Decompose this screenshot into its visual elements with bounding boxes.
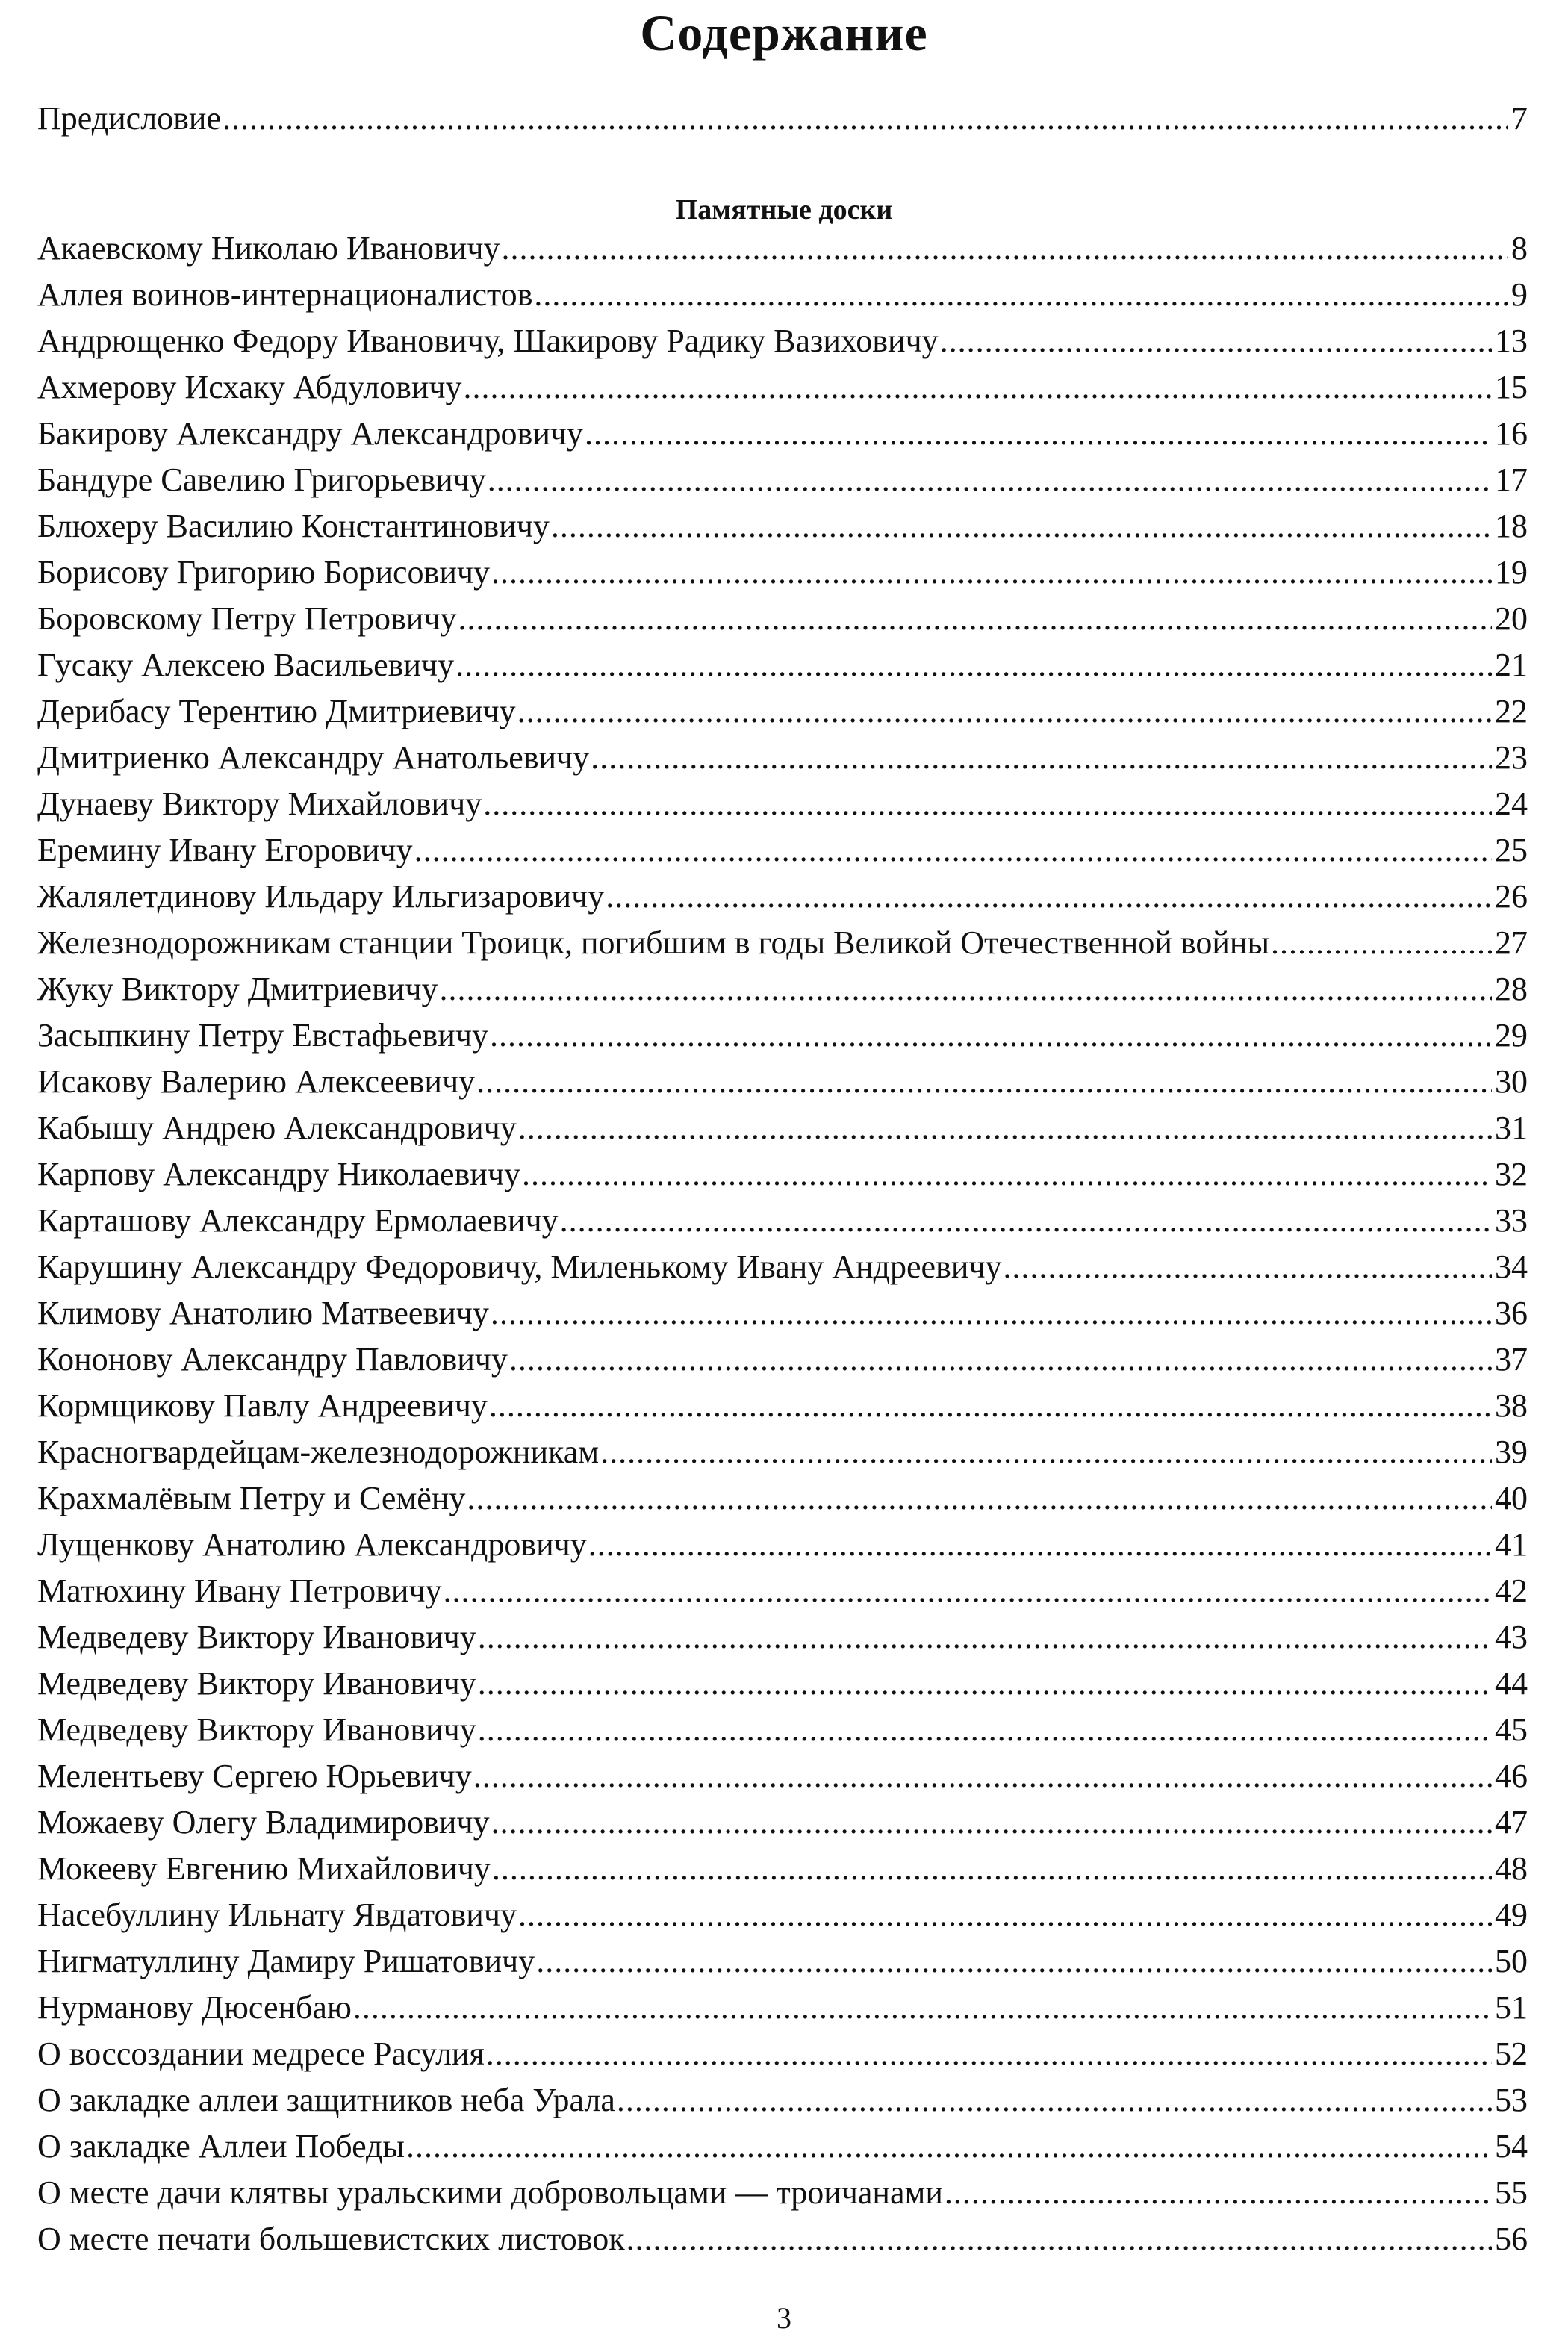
dot-leader	[945, 2170, 1492, 2216]
dot-leader	[490, 1012, 1492, 1059]
toc-row-preface	[37, 96, 1528, 142]
toc-entry-text: Медведеву Виктору Ивановичу	[37, 1665, 476, 1702]
page-title: Содержание	[640, 4, 928, 61]
toc-page-number: 43	[1495, 1619, 1528, 1655]
dot-leader	[551, 503, 1492, 550]
toc-row	[37, 1568, 1528, 1614]
toc-entry-text: Мокееву Евгению Михайловичу	[37, 1850, 491, 1887]
dot-leader	[488, 457, 1492, 503]
toc-entry-text: Медведеву Виктору Ивановичу	[37, 1619, 476, 1655]
toc-page-number: 17	[1495, 461, 1528, 498]
toc-entry-text: Предисловие	[37, 100, 221, 137]
toc-page-number: 36	[1495, 1295, 1528, 1331]
dot-leader	[600, 1429, 1492, 1475]
dot-leader	[467, 1475, 1492, 1522]
dot-leader	[458, 596, 1492, 642]
toc-page-number: 16	[1495, 415, 1528, 452]
toc-row	[37, 1244, 1528, 1290]
dot-leader	[518, 1892, 1492, 1938]
toc-entry-text: Железнодорожникам станции Троицк, погибшим в годы Великой Отечественной войны	[37, 924, 1269, 961]
toc-entry-text: Кормщикову Павлу Андреевичу	[37, 1387, 488, 1424]
toc-entry-text: Нурманову Дюсенбаю	[37, 1989, 352, 2026]
dot-leader	[522, 1151, 1492, 1198]
toc-row	[37, 1337, 1528, 1383]
toc-row	[37, 1985, 1528, 2031]
toc-row	[37, 642, 1528, 688]
toc-page-number: 30	[1495, 1063, 1528, 1100]
toc-row	[37, 596, 1528, 642]
toc-entry-text: Кононову Александру Павловичу	[37, 1341, 508, 1378]
dot-leader	[534, 272, 1508, 318]
toc-row	[37, 2124, 1528, 2170]
toc-page-number: 18	[1495, 508, 1528, 544]
toc-row	[37, 2170, 1528, 2216]
dot-leader	[626, 2216, 1492, 2262]
toc-page-number: 41	[1495, 1526, 1528, 1563]
toc-page-number: 42	[1495, 1572, 1528, 1609]
dot-leader	[606, 874, 1492, 920]
toc-entry-text: Блюхеру Василию Константиновичу	[37, 508, 550, 544]
toc-row	[37, 225, 1528, 272]
toc-row	[37, 2077, 1528, 2124]
toc-page-number: 26	[1495, 878, 1528, 915]
toc-row	[37, 318, 1528, 364]
toc-row	[37, 1753, 1528, 1799]
toc-entry-text: Можаеву Олегу Владимировичу	[37, 1804, 490, 1841]
toc-page-number: 33	[1495, 1202, 1528, 1239]
toc-entry-text: Андрющенко Федору Ивановичу, Шакирову Радику Вазиховичу	[37, 323, 939, 359]
toc-entry-text: Исакову Валерию Алексеевичу	[37, 1063, 476, 1100]
toc-page-number: 56	[1495, 2221, 1528, 2257]
dot-leader	[486, 2031, 1492, 2077]
toc-page-number: 45	[1495, 1711, 1528, 1748]
dot-leader	[509, 1337, 1492, 1383]
toc-row	[37, 874, 1528, 920]
toc-row	[37, 827, 1528, 874]
toc-row	[37, 411, 1528, 457]
toc-row	[37, 1012, 1528, 1059]
dot-leader	[406, 2124, 1492, 2170]
toc-row	[37, 1799, 1528, 1846]
dot-leader	[1271, 920, 1492, 966]
toc-row	[37, 781, 1528, 827]
dot-leader	[444, 1568, 1492, 1614]
toc-row	[37, 364, 1528, 411]
toc-row	[37, 688, 1528, 735]
toc-page-number: 9	[1511, 276, 1528, 313]
dot-leader	[489, 1383, 1492, 1429]
dot-leader	[473, 1753, 1492, 1799]
toc-row	[37, 1661, 1528, 1707]
toc-row	[37, 966, 1528, 1012]
toc-row	[37, 1429, 1528, 1475]
toc-entry-text: Матюхину Ивану Петровичу	[37, 1572, 442, 1609]
toc-page-number: 31	[1495, 1110, 1528, 1146]
toc-entry-text: Гусаку Алексею Васильевичу	[37, 647, 455, 683]
toc-row	[37, 1198, 1528, 1244]
toc-entry-text: Карушину Александру Федоровичу, Миленькому Ивану Андреевичу	[37, 1248, 1002, 1285]
toc-entry-text: Еремину Ивану Егоровичу	[37, 832, 413, 868]
toc-entry-text: Аллея воинов-интернационалистов	[37, 276, 533, 313]
dot-leader	[491, 1799, 1492, 1846]
toc-entry-text: Крахмалёвым Петру и Семёну	[37, 1480, 466, 1516]
toc-row	[37, 1846, 1528, 1892]
toc-entry-text: Кабышу Андрею Александровичу	[37, 1110, 517, 1146]
toc-page-number: 55	[1495, 2174, 1528, 2211]
toc-entry-text: Акаевскому Николаю Ивановичу	[37, 230, 500, 267]
dot-leader	[536, 1938, 1492, 1985]
dot-leader	[617, 2077, 1492, 2124]
dot-leader	[517, 688, 1492, 735]
toc-page-number: 34	[1495, 1248, 1528, 1285]
toc-row	[37, 1383, 1528, 1429]
toc-entry-text: Засыпкину Петру Евстафьевичу	[37, 1017, 488, 1054]
preface-entry	[37, 96, 1528, 142]
toc-page-number: 48	[1495, 1850, 1528, 1887]
toc-entry-text: Дмитриенко Александру Анатольевичу	[37, 739, 590, 776]
toc-entry-text: Дунаеву Виктору Михайловичу	[37, 785, 482, 822]
toc-page-number: 40	[1495, 1480, 1528, 1516]
dot-leader	[223, 96, 1508, 142]
toc-entry-text: Карпову Александру Николаевичу	[37, 1156, 520, 1192]
toc-entry-text: Лущенкову Анатолию Александровичу	[37, 1526, 587, 1563]
dot-leader	[464, 364, 1492, 411]
toc-entry-text: О закладке Аллеи Победы	[37, 2128, 405, 2165]
toc-entry-text: Жуку Виктору Дмитриевичу	[37, 971, 438, 1007]
toc-entry-text: О месте дачи клятвы уральскими добровольцами — троичанами	[37, 2174, 943, 2211]
toc-page-number: 13	[1495, 323, 1528, 359]
dot-leader	[560, 1198, 1492, 1244]
dot-leader	[518, 1105, 1492, 1151]
toc-row	[37, 1707, 1528, 1753]
toc-row	[37, 1892, 1528, 1938]
toc-entry-text: О закладке аллеи защитников неба Урала	[37, 2082, 615, 2118]
toc-page-number: 28	[1495, 971, 1528, 1007]
dot-leader	[491, 550, 1492, 596]
toc-page-number: 52	[1495, 2035, 1528, 2072]
toc-entry-list	[37, 225, 1528, 2262]
toc-row	[37, 1290, 1528, 1337]
toc-page-number: 22	[1495, 693, 1528, 729]
toc-entry-text: Боровскому Петру Петровичу	[37, 600, 457, 637]
toc-entry-text: Жалялетдинову Ильдару Ильгизаровичу	[37, 878, 605, 915]
toc-page-number: 51	[1495, 1989, 1528, 2026]
dot-leader	[591, 735, 1492, 781]
toc-entry-text: Бандуре Савелию Григорьевичу	[37, 461, 486, 498]
toc-entry-text: Карташову Александру Ермолаевичу	[37, 1202, 559, 1239]
toc-page-number: 8	[1511, 230, 1528, 267]
toc-row	[37, 1151, 1528, 1198]
toc-page-number: 39	[1495, 1434, 1528, 1470]
toc-row	[37, 1938, 1528, 1985]
page-number: 3	[777, 2301, 791, 2335]
section-heading: Памятные доски	[675, 194, 893, 225]
toc-row	[37, 550, 1528, 596]
toc-entry-text: Ахмерову Исхаку Абдуловичу	[37, 369, 462, 405]
toc-page-number: 46	[1495, 1758, 1528, 1794]
toc-entry-text: Бакирову Александру Александровичу	[37, 415, 584, 452]
toc-entry-text: Борисову Григорию Борисовичу	[37, 554, 490, 591]
dot-leader	[588, 1522, 1492, 1568]
toc-row	[37, 503, 1528, 550]
dot-leader	[585, 411, 1492, 457]
toc-page-number: 24	[1495, 785, 1528, 822]
dot-leader	[353, 1985, 1492, 2031]
dot-leader	[1004, 1244, 1492, 1290]
toc-row	[37, 920, 1528, 966]
toc-page-number: 25	[1495, 832, 1528, 868]
toc-page-number: 20	[1495, 600, 1528, 637]
toc-page-number: 47	[1495, 1804, 1528, 1841]
toc-row	[37, 272, 1528, 318]
toc-row	[37, 1475, 1528, 1522]
toc-page-number: 19	[1495, 554, 1528, 591]
toc-entry-text: Насебуллину Ильнату Явдатовичу	[37, 1897, 517, 1933]
toc-row	[37, 1522, 1528, 1568]
toc-row	[37, 1105, 1528, 1151]
toc-entry-text: Дерибасу Терентию Дмитриевичу	[37, 693, 516, 729]
dot-leader	[414, 827, 1492, 874]
dot-leader	[501, 225, 1508, 272]
toc-row	[37, 457, 1528, 503]
toc-entry-text: О воссоздании медресе Расулия	[37, 2035, 485, 2072]
dot-leader	[478, 1707, 1492, 1753]
dot-leader	[478, 1614, 1492, 1661]
dot-leader	[492, 1846, 1492, 1892]
dot-leader	[940, 318, 1492, 364]
toc-page-number: 32	[1495, 1156, 1528, 1192]
toc-page-number: 7	[1511, 100, 1528, 137]
dot-leader	[478, 1661, 1492, 1707]
toc-row	[37, 1614, 1528, 1661]
dot-leader	[455, 642, 1492, 688]
toc-page-number: 27	[1495, 924, 1528, 961]
toc-entry-text: Нигматуллину Дамиру Ришатовичу	[37, 1943, 535, 1979]
toc-entry-text: Медведеву Виктору Ивановичу	[37, 1711, 476, 1748]
toc-page-number: 37	[1495, 1341, 1528, 1378]
dot-leader	[476, 1059, 1492, 1105]
dot-leader	[491, 1290, 1492, 1337]
toc-page-number: 50	[1495, 1943, 1528, 1979]
dot-leader	[440, 966, 1493, 1012]
toc-page-number: 29	[1495, 1017, 1528, 1054]
toc-page-number: 23	[1495, 739, 1528, 776]
dot-leader	[483, 781, 1492, 827]
toc-row	[37, 2216, 1528, 2262]
toc-row	[37, 2031, 1528, 2077]
toc-page-number: 49	[1495, 1897, 1528, 1933]
toc-row	[37, 735, 1528, 781]
toc-entry-text: Мелентьеву Сергею Юрьевичу	[37, 1758, 472, 1794]
toc-page-number: 15	[1495, 369, 1528, 405]
toc-entry-text: Климову Анатолию Матвеевичу	[37, 1295, 489, 1331]
toc-page-number: 53	[1495, 2082, 1528, 2118]
toc-page-number: 21	[1495, 647, 1528, 683]
toc-entry-text: О месте печати большевистских листовок	[37, 2221, 625, 2257]
toc-page-number: 54	[1495, 2128, 1528, 2165]
toc-page-number: 44	[1495, 1665, 1528, 1702]
toc-page-number: 38	[1495, 1387, 1528, 1424]
toc-entry-text: Красногвардейцам-железнодорожникам	[37, 1434, 600, 1470]
toc-row	[37, 1059, 1528, 1105]
